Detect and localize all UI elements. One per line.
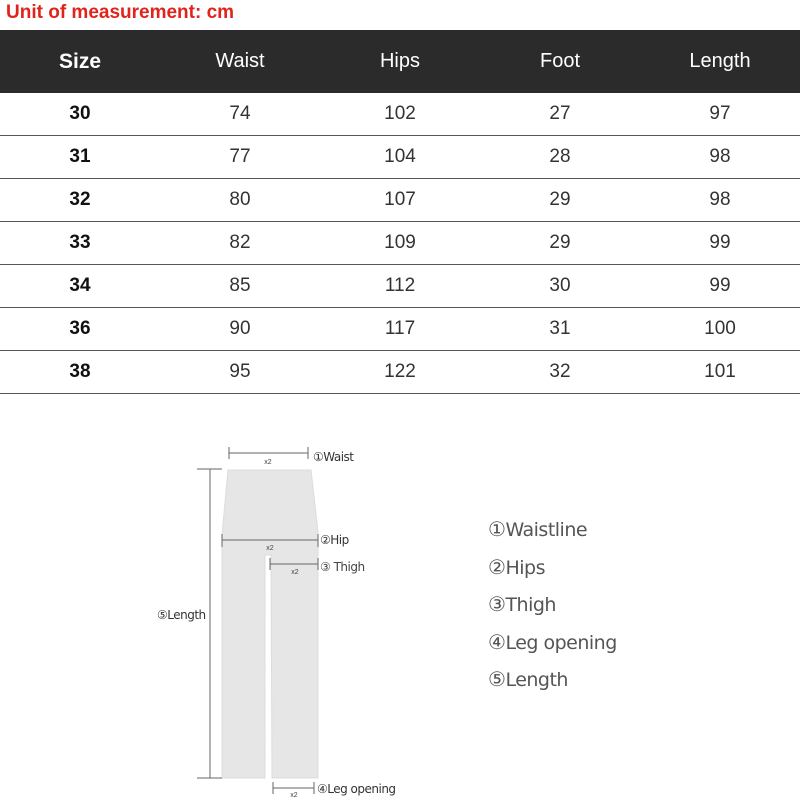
waist-measure-line: [229, 447, 308, 459]
waist-cell: 74: [160, 93, 320, 136]
header-waist: Waist: [160, 30, 320, 93]
legend-item-hips: [488, 552, 617, 590]
length-cell: 98: [640, 179, 800, 222]
legend-label: Thigh: [505, 594, 556, 616]
header-length: Length: [640, 30, 800, 93]
foot-cell: 28: [480, 136, 640, 179]
diagram-waist-label: ①Waist: [313, 450, 354, 464]
size-cell: 30: [0, 93, 160, 136]
foot-cell: 31: [480, 308, 640, 351]
hips-cell: 102: [320, 93, 480, 136]
size-cell: 38: [0, 351, 160, 394]
table-row: [0, 136, 800, 179]
legend-label: Leg opening: [505, 631, 617, 654]
header-size: Size: [0, 30, 160, 93]
thigh-x2-label: x2: [291, 569, 299, 576]
unit-of-measurement-title: Unit of measurement: cm: [6, 2, 235, 23]
foot-cell: 29: [480, 222, 640, 265]
size-chart-table: [0, 30, 800, 394]
foot-cell: 29: [480, 179, 640, 222]
waist-cell: 80: [160, 179, 320, 222]
pants-silhouette: [222, 470, 318, 778]
table-row: [0, 351, 800, 394]
hips-cell: 117: [320, 308, 480, 351]
header-foot: Foot: [480, 30, 640, 93]
hips-cell: 107: [320, 179, 480, 222]
hips-cell: 122: [320, 351, 480, 394]
table-row: [0, 179, 800, 222]
waist-cell: 95: [160, 351, 320, 394]
table-row: [0, 308, 800, 351]
legend-item-length: [488, 664, 617, 702]
length-cell: 99: [640, 222, 800, 265]
foot-cell: 27: [480, 93, 640, 136]
length-measure-line: [197, 469, 222, 778]
length-cell: 97: [640, 93, 800, 136]
hip-x2-label: x2: [266, 545, 274, 552]
length-cell: 100: [640, 308, 800, 351]
hips-cell: 112: [320, 265, 480, 308]
table-row: [0, 93, 800, 136]
legend-number: ⑤: [488, 667, 506, 691]
diagram-thigh-label: ③ Thigh: [320, 560, 365, 574]
size-cell: 32: [0, 179, 160, 222]
legend-label: Waistline: [505, 519, 588, 541]
header-hips: Hips: [320, 30, 480, 93]
legend-label: Length: [505, 669, 568, 691]
legend-item-thigh: [488, 589, 617, 627]
waist-cell: 90: [160, 308, 320, 351]
measurement-legend: [488, 514, 617, 702]
diagram-length-label: ⑤Length: [157, 608, 206, 622]
length-cell: 101: [640, 351, 800, 394]
waist-cell: 77: [160, 136, 320, 179]
leg-opening-x2-label: x2: [290, 792, 298, 799]
diagram-hip-label: ②Hip: [320, 533, 349, 547]
hips-cell: 109: [320, 222, 480, 265]
size-cell: 36: [0, 308, 160, 351]
legend-number: ③: [488, 592, 506, 616]
waist-x2-label: x2: [264, 459, 272, 466]
table-row: [0, 222, 800, 265]
legend-number: ①: [488, 517, 506, 541]
legend-item-leg-opening: [488, 627, 617, 665]
legend-number: ②: [488, 554, 506, 579]
waist-cell: 85: [160, 265, 320, 308]
size-cell: 31: [0, 136, 160, 179]
length-cell: 98: [640, 136, 800, 179]
waist-cell: 82: [160, 222, 320, 265]
foot-cell: 30: [480, 265, 640, 308]
table-row: [0, 265, 800, 308]
size-cell: 34: [0, 265, 160, 308]
length-cell: 99: [640, 265, 800, 308]
size-cell: 33: [0, 222, 160, 265]
legend-number: ④: [488, 629, 506, 654]
legend-item-waistline: [488, 514, 617, 552]
hips-cell: 104: [320, 136, 480, 179]
pants-measurement-diagram: [0, 400, 800, 800]
table-header-row: [0, 30, 800, 93]
legend-label: Hips: [505, 556, 545, 579]
foot-cell: 32: [480, 351, 640, 394]
diagram-leg-opening-label: ④Leg opening: [317, 782, 396, 796]
